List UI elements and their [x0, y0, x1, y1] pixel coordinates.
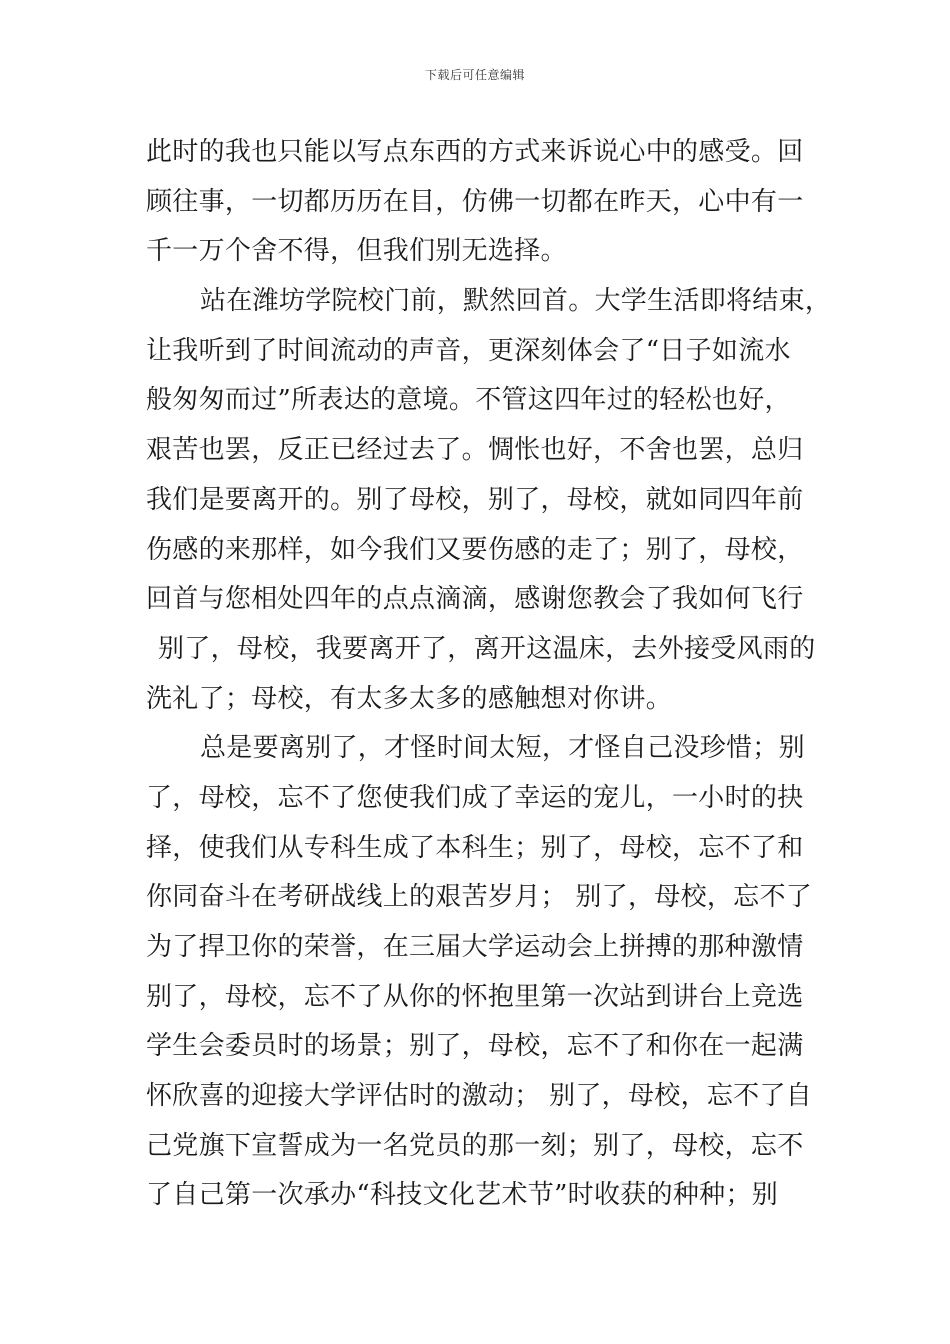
text-line: 别了，母校，忘不了从你的怀抱里第一次站到讲台上竞选	[146, 981, 804, 1012]
text-line: 己党旗下宣誓成为一名党员的那一刻；别了，母校，忘不	[146, 1130, 804, 1161]
text-line: 了自己第一次承办“科技文化艺术节”时收获的种种；别	[146, 1180, 779, 1211]
text-line: 此时的我也只能以写点东西的方式来诉说心中的感受。回	[146, 137, 804, 167]
text-line: 洗礼了；母校，有太多太多的感触想对你讲。	[146, 683, 673, 714]
text-line: 般匆匆而过”所表达的意境。不管这四年过的轻松也好，	[146, 385, 791, 416]
text-line: 了，母校，忘不了您使我们成了幸运的宠儿，一小时的抉	[146, 782, 804, 813]
text-line: 我们是要离开的。别了母校，别了，母校，就如同四年前	[146, 484, 804, 515]
text-line: 别了，母校，我要离开了，离开这温床，去外接受风雨的	[158, 633, 816, 664]
text-line: 艰苦也罢，反正已经过去了。惆怅也好，不舍也罢，总归	[146, 435, 804, 466]
text-line: 为了捍卫你的荣誉，在三届大学运动会上拼搏的那种激情	[146, 932, 804, 962]
text-line: 回首与您相处四年的点点滴滴，感谢您教会了我如何飞行	[146, 584, 804, 615]
page-header-note: 下载后可任意编辑	[424, 68, 525, 82]
paragraph-first-line: 总是要离别了，才怪时间太短，才怪自己没珍惜；别	[200, 733, 805, 764]
text-line: 你同奋斗在考研战线上的艰苦岁月； 别了，母校，忘不了	[146, 882, 813, 913]
text-line: 千一万个舍不得，但我们别无选择。	[146, 236, 567, 267]
text-line: 顾往事，一切都历历在目，仿佛一切都在昨天，心中有一	[146, 186, 804, 217]
text-line: 让我听到了时间流动的声音，更深刻体会了“日子如流水	[146, 335, 791, 366]
text-line: 伤感的来那样，如今我们又要伤感的走了；别了，母校，	[146, 534, 804, 565]
text-line: 择，使我们从专科生成了本科生；别了，母校，忘不了和	[146, 832, 804, 863]
text-line: 怀欣喜的迎接大学评估时的激动； 别了，母校，忘不了自	[146, 1081, 813, 1112]
text-line: 学生会委员时的场景；别了，母校，忘不了和你在一起满	[146, 1031, 804, 1062]
paragraph-first-line: 站在潍坊学院校门前，默然回首。大学生活即将结束，	[200, 286, 832, 317]
body-text	[146, 128, 846, 1221]
